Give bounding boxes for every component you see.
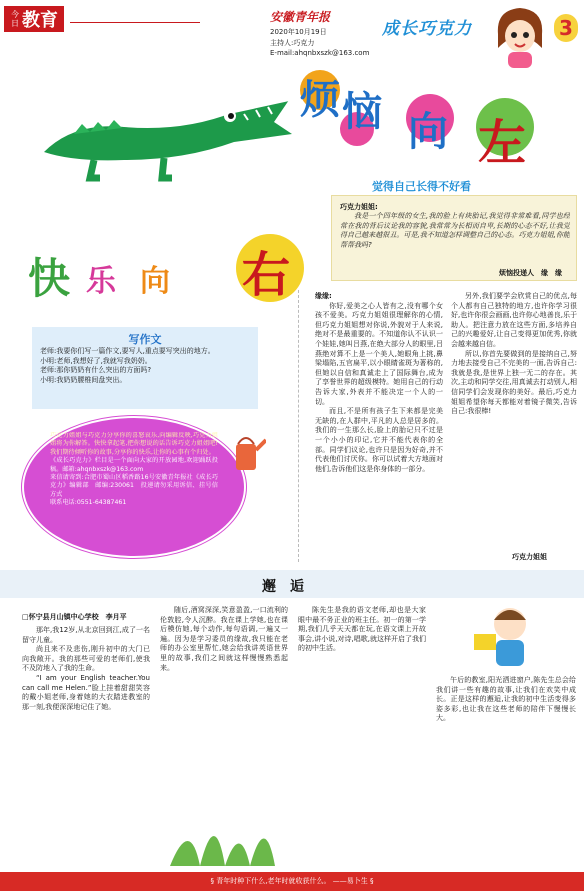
story-column-3: 陈先生是我的语文老师,却也是大家眼中最不务正业的班主任。初一的第一学期,我们几乎天天都在玩,在语文课上开故事会,讲小说,对诗,唱歌,就这样开启了我们的初中生活。 <box>298 606 426 653</box>
reply-greeting: 缘缘: <box>315 292 332 300</box>
editor: 主持人:巧克力 <box>270 39 315 47</box>
story-column-2: 随后,酒窝深深,笑意盈盈,一口流利的伦敦腔,令人沉醉。我在课上学她,也在课后模仿她,每个动作,每句语调,一遍又一遍。因为是学习委员的缘故,我只能在老师的办公室里帮忙,她会给我讲英语世界里的故事,我们之间就这样慢慢熟悉起来。 <box>160 606 288 672</box>
question-signature: 烦恼投递人 缘 缘 <box>499 269 562 277</box>
writing-joke-box <box>32 327 258 409</box>
notice-oval <box>22 416 246 558</box>
column-divider <box>298 290 299 562</box>
column-title: 成长巧克力 <box>382 19 472 39</box>
reply-signature: 巧克力姐姐 <box>512 553 547 561</box>
joke-dialogue: 老师:我要你们写一篇作文,要写人,重点要写突出的地方。 小明:老师,我想好了,我就写我奶奶。 老师:那你奶奶有什么突出的方面吗? 小明:我奶奶腰椎间盘突出。 <box>40 347 215 384</box>
grass-illustration <box>170 796 290 866</box>
story-author: □怀宁县月山镇中心学校 李月平 <box>22 613 127 621</box>
footer-quote: § 青年时种下什么,老年时就收获什么。 ——易卜生 § <box>0 872 584 891</box>
girl-illustration <box>490 4 550 68</box>
section-name: 教育 <box>22 10 58 31</box>
editor-email: E-mail:ahqnbxszk@163.com <box>270 49 370 57</box>
title-char-3: 向 <box>408 109 448 155</box>
question-body: 我是一个四年级的女生,我的脸上有块胎记,我觉得非常难看,同学也经常在我的背后议论我的容貌,我常常为长相而自卑,长期的心态不好,让我觉得自己越来越很丑。可是,我不知道怎样调整自己的心态。巧克力姐姐,你能帮帮我吗? <box>340 212 570 249</box>
reply-column-1: 缘缘: 你好,爱美之心人皆有之,没有哪个女孩不爱美。巧克力姐姐很理解你的心情,但巧克力姐姐想对你说,外貌对于人来说,绝对不是最重要的。不知道你认不认识一个娃娃,她叫吕燕,在绝大部分人的眼里,吕燕绝对算不上是一个美人,她眼角上挑,鼻梁塌陷,五官扁平,以小眼睛雀斑为著称的,但她以自信和真诚走上了国际舞台,成为了享誉世界的超级模特。她用自己的行动告诉大家,外表并不能决定一个人的一切。 而且,不是所有孩子生下来都是完美无缺的,在人群中,平凡的人总是居多的。我们的一生那么长,脸上的胎记只不过是一个小小的印记,它并不能代表你的全部。同学们议论,也许只是因为好奇,并不代表他们讨厌你。你可以试着大方地面对他们,告诉他们这是你身体的一部分。 <box>315 292 443 473</box>
header-rule <box>70 22 200 23</box>
story-title: 邂 逅 <box>262 579 304 595</box>
title-char-4: 左 <box>478 115 527 171</box>
section-logo <box>4 6 64 32</box>
story-column-1: 那年,我12岁,从北京回到江,成了一名留守儿童。 尚且来不及悲伤,刚升初中的大门已向我敞开。我的那些可爱的老师们,使我不及防地入了我的生命。 “I am your English teacher.You can call me Helen.”脸上挂着甜甜笑容的戴小姐老师,身着她的大衣踏进教室的那一刻,我便深深地记住了她。 <box>22 626 150 711</box>
subtitle-char-1: 快 <box>28 254 71 303</box>
issue-date: 2020年10月19日 <box>270 28 327 36</box>
boy-illustration <box>470 600 550 670</box>
question-heading: 觉得自己长得不好看 <box>372 180 471 193</box>
newspaper-name: 安徽青年报 <box>270 10 331 24</box>
notice-text: 巧克力姐姐与巧克力分享你的喜怒哀乐,向编辑反映,巧克力姐姐将为你解答。快快拿起笔,把你想说的话告诉巧克力姐姐吧!我们期待倾听你的故事,分享你的快乐,让你的心事有个归处。 《成长巧克力》栏目是一个面向大家的开放园地,欢迎踊跃投稿。邮箱:ahqnbxszk@163.com 来信请寄到:合肥市蜀山区稻香路16号安徽青年报社《成长巧克力》编辑部 邮编:230061 投递请勿采用诉信、挂号信方式 联系电话:0551-64387461 <box>50 432 218 507</box>
title-char-2: 恼 <box>342 89 382 135</box>
question-greeting: 巧克力姐姐: <box>340 203 378 211</box>
subtitle-char-4: 右 <box>242 247 291 303</box>
subtitle-char-3: 向 <box>140 264 170 299</box>
reply-column-2: 另外,我们要学会欣赏自己的优点,每个人都有自己独特的地方,也许你学习很好,也许你很会画画,也许你心地善良,乐于助人。把注意力放在这些方面,多培养自己的兴趣爱好,让自己变得更加优秀,你就会越来越自信。 所以,你首先要做到的是接纳自己,努力地去接受自己不完美的一面,告诉自己:我就是我,是世界上独一无二的存在。其次,主动和同学交往,用真诚去打动别人,相信同学们会发现你的美好。最后,巧克力姐姐希望你每天都能对着镜子微笑,告诉自己:我很棒! <box>451 292 577 416</box>
side-label: 今日 <box>11 10 19 28</box>
question-box <box>331 195 577 281</box>
page-number: 3 <box>554 14 578 42</box>
subtitle-char-2: 乐 <box>86 264 116 299</box>
joke-title: 写作文 <box>128 333 162 346</box>
title-char-1: 烦 <box>300 77 340 123</box>
story-column-4: 午后的教室,阳光洒进窗户,陈先生总会给我们讲一些有趣的故事,让我们在欢笑中成长。正是这样的邂逅,让我的初中生活变得多姿多彩,也让我在这些老师的陪伴下慢慢长大。 <box>436 676 576 723</box>
watering-can-illustration <box>230 430 266 478</box>
crocodile-illustration <box>34 82 294 196</box>
